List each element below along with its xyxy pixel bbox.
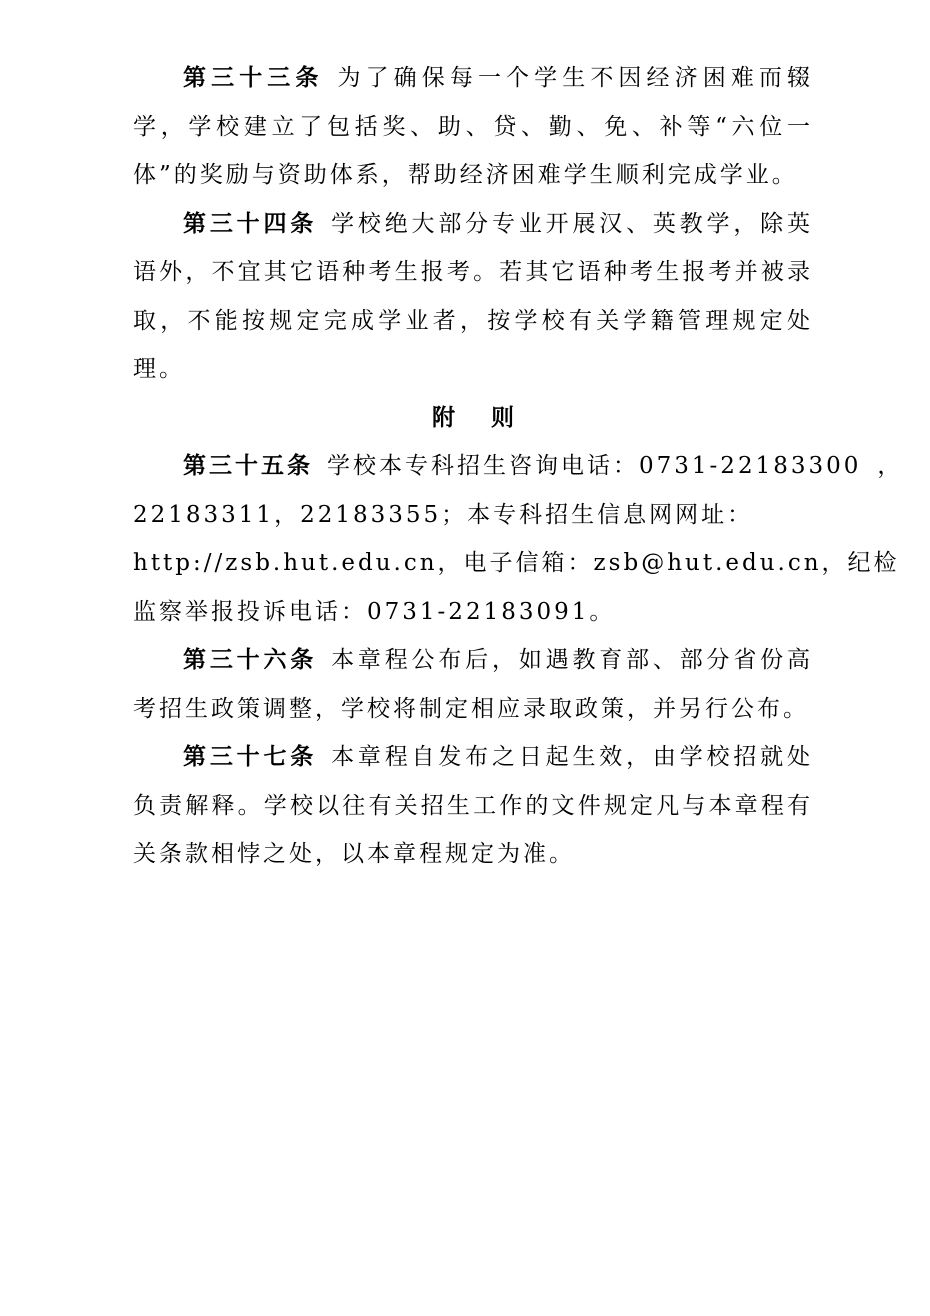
article-35-line-1 xyxy=(133,442,904,491)
article-36-label: 第三十六条 xyxy=(183,647,318,673)
article-33-label: 第三十三条 xyxy=(183,65,324,91)
article-36-text: 本章程公布后，如遇教育部、部分省份高考招生政策调整，学校将制定相应录取政策，并另行公布。 xyxy=(133,647,814,722)
article-37-label: 第三十七条 xyxy=(183,744,318,770)
article-35-comma: ， xyxy=(877,453,904,479)
article-35-line-3: http://zsb.hut.edu.cn，电子信箱：zsb@hut.edu.cn，纪检 xyxy=(133,550,900,576)
article-34-text: 学校绝大部分专业开展汉、英教学，除英语外，不宜其它语种考生报考。若其它语种考生报考并被录取，不能按规定完成学业者，按学校有关学籍管理规定处理。 xyxy=(133,210,814,382)
article-36 xyxy=(133,636,813,733)
article-33-text: 为了确保每一个学生不因经济困难而辍学，学校建立了包括奖、助、贷、勤、免、补等“六位一体”的奖励与资助体系，帮助经济困难学生顺利完成学业。 xyxy=(133,65,814,188)
article-35-line-4: 监察举报投诉电话：0731-22183091。 xyxy=(133,598,616,625)
article-37-text: 本章程自发布之日起生效，由学校招就处负责解释。学校以往有关招生工作的文件规定凡与本章程有关条款相悖之处，以本章程规定为准。 xyxy=(133,744,814,867)
article-33 xyxy=(133,54,813,200)
article-34-label: 第三十四条 xyxy=(183,210,318,237)
document-body xyxy=(133,54,904,879)
article-34 xyxy=(133,200,813,394)
article-35-phone-text: 学校本专科招生咨询电话：0731-22183300 xyxy=(327,453,862,479)
article-35 xyxy=(133,442,904,636)
article-35-label: 第三十五条 xyxy=(183,453,313,479)
section-heading-supplementary: 附 则 xyxy=(431,404,528,431)
article-35-line-2: 22183311，22183355；本专科招生信息网网址： xyxy=(133,501,754,528)
article-37 xyxy=(133,733,813,879)
